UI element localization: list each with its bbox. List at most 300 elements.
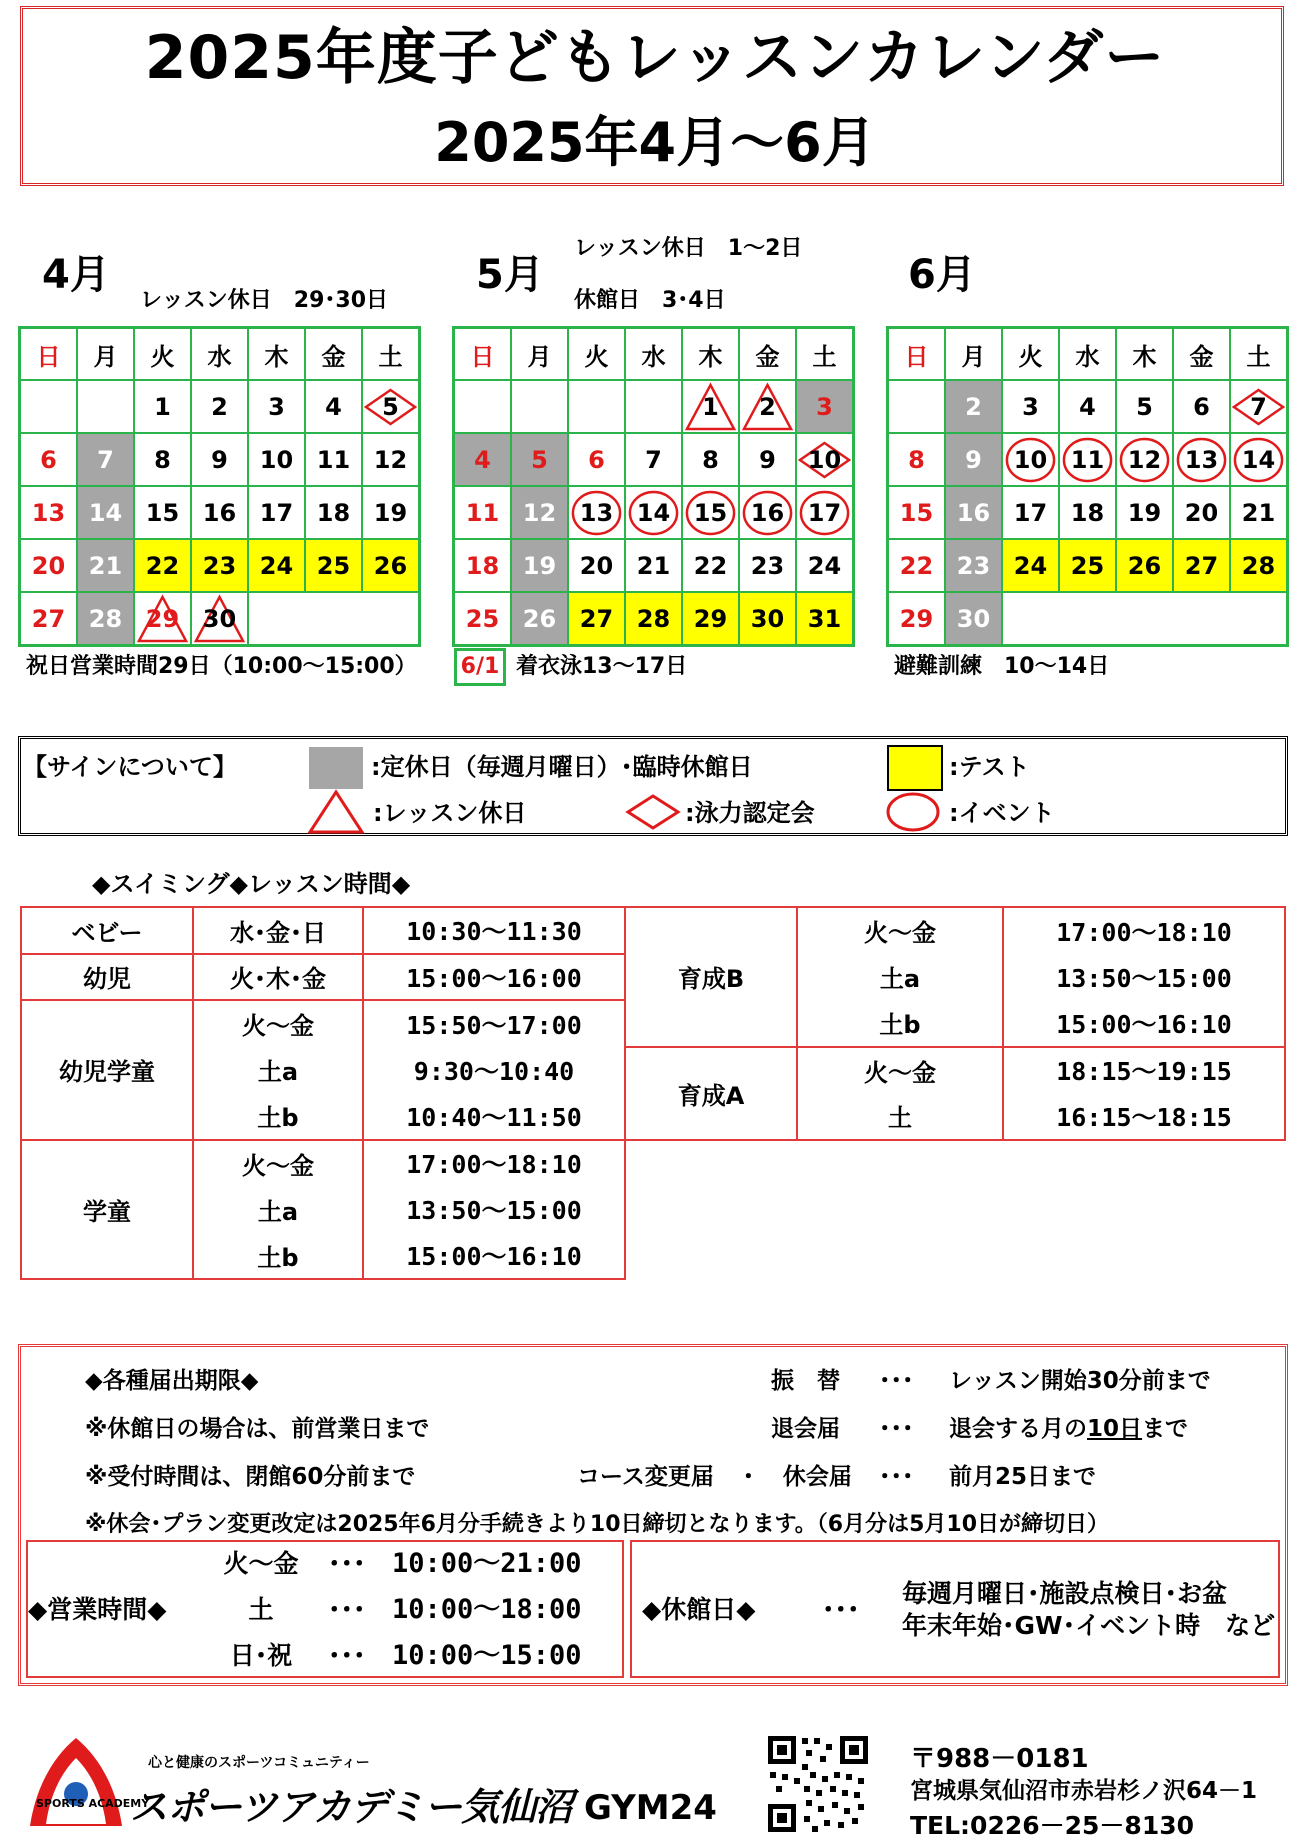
calendar-day [454,486,512,539]
day-number: 25 [1070,551,1105,580]
day-number: 6 [588,445,605,474]
hours-weekday-label: 火～金 [223,1549,299,1578]
calendar-day [134,433,191,486]
calendar-day [191,592,248,646]
calendar-day [568,592,625,646]
empty-cell [1059,592,1116,646]
calendar-day [1116,380,1173,433]
calendar-day [945,486,1002,539]
empty-cell [1230,592,1288,646]
calendar-day [682,592,739,646]
deadline-course-change-value: 前月25日まで [949,1464,1097,1490]
day-number: 21 [88,551,123,580]
class-days: 火～金 [797,907,1003,954]
calendar-day [191,380,248,433]
class-name: 育成A [625,1047,797,1140]
calendar-day [20,433,78,486]
day-number: 2 [211,392,228,421]
day-number: 6 [40,445,57,474]
calendar-day [682,380,739,433]
calendar-day [134,592,191,646]
legend-swim-test-label: :泳力認定会 [685,799,815,827]
weekday-header: 火 [134,328,191,381]
calendar-day [1116,539,1173,592]
day-number: 24 [259,551,294,580]
calendar-day [248,433,305,486]
may-next-day-cell: 6/1 [454,648,506,686]
calendar-day [305,433,362,486]
calendar-day [888,592,946,646]
weekday-header: 火 [1002,328,1059,381]
calendar-day [1230,486,1288,539]
day-number: 14 [1241,445,1276,474]
day-number: 19 [522,551,557,580]
class-time: 17:00～18:10 [363,1140,625,1187]
day-number: 26 [373,551,408,580]
calendar-day [796,380,854,433]
class-name: 幼児 [21,954,193,1001]
day-number: 15 [693,498,728,527]
empty-cell [305,592,362,646]
day-number: 14 [88,498,123,527]
sports-academy-logo [28,1736,150,1828]
calendar-day [796,539,854,592]
class-time: 13:50～15:00 [1003,954,1285,1001]
class-name: ベビー [21,907,193,954]
day-number: 22 [899,551,934,580]
gym24-label: GYM24 [584,1788,717,1828]
hours-saturday-label: 土 [248,1595,274,1624]
day-number: 19 [373,498,408,527]
page-subtitle: 2025年4月～6月 [434,111,876,174]
weekday-header: 日 [454,328,512,381]
month-april-title: 4月 [42,252,110,298]
calendar-day [362,433,420,486]
day-number: 7 [97,445,114,474]
calendar-day [20,539,78,592]
calendar-april [18,326,421,647]
day-number: 22 [145,551,180,580]
weekday-header: 木 [682,328,739,381]
calendar-day [888,539,946,592]
page-title: 2025年度子どもレッスンカレンダー [144,23,1166,93]
legend-box [18,736,1288,836]
calendar-day [134,486,191,539]
empty-cell [362,592,420,646]
calendar-day [625,539,682,592]
day-number: 30 [956,604,991,633]
calendar-day [1116,486,1173,539]
day-number: 16 [956,498,991,527]
weekday-header: 月 [77,328,134,381]
hours-saturday-time: 10:00～18:00 [392,1594,582,1625]
day-number: 5 [382,392,399,421]
day-number: 5 [1136,392,1153,421]
calendar-day [1116,433,1173,486]
empty-cell [511,380,568,433]
day-number: 27 [1184,551,1219,580]
calendar-day [20,592,78,646]
calendar-day [1002,539,1059,592]
day-number: 3 [268,392,285,421]
telephone[interactable]: TEL:0226－25－8130 [910,1811,1195,1840]
day-number: 10 [807,445,842,474]
hours-sunday-label: 日･祝 [229,1641,293,1670]
calendar-day [682,486,739,539]
day-number: 2 [965,392,982,421]
day-number: 10 [259,445,294,474]
class-days: 火～金 [193,1000,363,1047]
day-number: 27 [579,604,614,633]
hours-sunday-time: 10:00～15:00 [392,1640,582,1671]
day-number: 3 [1022,392,1039,421]
diamond-icon [625,793,681,831]
day-number: 11 [465,498,500,527]
calendar-day [796,486,854,539]
calendar-day [305,380,362,433]
calendar-day [134,539,191,592]
day-number: 12 [1127,445,1162,474]
address: 宮城県気仙沼市赤岩杉ノ沢64－1 [910,1778,1258,1804]
class-name: 学童 [21,1140,193,1280]
weekday-header: 木 [1116,328,1173,381]
day-number: 1 [154,392,171,421]
day-number: 26 [522,604,557,633]
june-evacuation-drill-note: 避難訓練 10～14日 [894,654,1110,679]
class-time: 18:15～19:15 [1003,1047,1285,1094]
calendar-day [888,486,946,539]
empty-cell [454,380,512,433]
day-number: 15 [899,498,934,527]
day-number: 18 [1070,498,1105,527]
empty-cell [1173,592,1230,646]
day-number: 17 [1013,498,1048,527]
lesson-table-left [20,906,626,1280]
day-number: 8 [908,445,925,474]
day-number: 17 [807,498,842,527]
day-number: 22 [693,551,728,580]
legend-event-label: :イベント [949,799,1055,827]
day-number: 28 [636,604,671,633]
calendar-day [625,433,682,486]
class-time: 10:40～11:50 [363,1093,625,1140]
class-name: 育成B [625,907,797,1047]
empty-cell [248,592,305,646]
class-time: 15:00～16:10 [363,1233,625,1280]
weekday-header: 月 [511,328,568,381]
class-days: 土a [193,1186,363,1233]
day-number: 4 [325,392,342,421]
class-days: 土 [797,1093,1003,1140]
deadline-note-3: ※休会･プラン変更改定は2025年6月分手続きより10日締切となります。（6月分は5月10日が締切日） [85,1512,1110,1537]
day-number: 13 [31,498,66,527]
calendar-day [191,486,248,539]
calendar-day [625,592,682,646]
month-april-note: レッスン休日 29･30日 [140,288,389,313]
calendar-day [739,486,796,539]
day-number: 3 [816,392,833,421]
calendar-day [454,592,512,646]
class-name: 幼児学童 [21,1000,193,1140]
class-days: 土b [193,1233,363,1280]
class-days: 土b [193,1093,363,1140]
legend-test-label: :テスト [949,753,1030,781]
calendar-day [134,380,191,433]
day-number: 8 [154,445,171,474]
calendar-day [739,433,796,486]
month-june-title: 6月 [908,252,976,298]
deadline-course-change-dots: ･･･ [879,1464,914,1490]
closed-days-heading: ◆休館日◆ [642,1595,756,1624]
calendar-day [511,592,568,646]
day-number: 21 [1241,498,1276,527]
day-number: 13 [579,498,614,527]
legend-yellow-swatch [887,745,943,791]
weekday-header: 土 [1230,328,1288,381]
day-number: 29 [899,604,934,633]
calendar-day [625,486,682,539]
empty-cell [20,380,78,433]
legend-closed-label: :定休日（毎週月曜日）･臨時休館日 [371,753,753,781]
weekday-header: 金 [305,328,362,381]
class-time: 13:50～15:00 [363,1186,625,1233]
weekday-header: 金 [1173,328,1230,381]
calendar-day [191,539,248,592]
calendar-day [1002,486,1059,539]
postal-code: 〒988－0181 [910,1744,1089,1774]
deadline-withdraw-value: 退会する月の10日まで [949,1416,1189,1442]
weekday-header: 土 [796,328,854,381]
hours-sunday-dots: ･･･ [328,1641,366,1670]
calendar-day [77,539,134,592]
calendar-day [945,592,1002,646]
brand-name: スポーツアカデミー気仙沼 [130,1785,573,1829]
empty-cell [77,380,134,433]
circle-icon [885,791,941,833]
day-number: 28 [1241,551,1276,580]
class-time: 16:15～18:15 [1003,1093,1285,1140]
calendar-day [305,486,362,539]
day-number: 18 [465,551,500,580]
calendar-day [248,380,305,433]
calendar-day [796,433,854,486]
day-number: 31 [807,604,842,633]
calendar-day [1059,539,1116,592]
calendar-day [248,486,305,539]
class-time: 10:30～11:30 [363,907,625,954]
calendar-day [945,433,1002,486]
hours-weekday-time: 10:00～21:00 [392,1548,582,1579]
day-number: 12 [522,498,557,527]
day-number: 25 [316,551,351,580]
day-number: 1 [702,392,719,421]
empty-cell [1116,592,1173,646]
calendar-may [452,326,855,647]
calendar-day [362,380,420,433]
closed-days-box [630,1540,1280,1678]
calendar-day [511,486,568,539]
empty-cell [888,380,946,433]
calendar-day [454,539,512,592]
hours-saturday-dots: ･･･ [328,1595,366,1624]
calendar-day [1173,539,1230,592]
class-days: 火～金 [193,1140,363,1187]
day-number: 13 [1184,445,1219,474]
day-number: 9 [965,445,982,474]
empty-cell [1002,592,1059,646]
weekday-header: 土 [362,328,420,381]
class-days: 火～金 [797,1047,1003,1094]
class-time: 9:30～10:40 [363,1047,625,1094]
day-number: 2 [759,392,776,421]
day-number: 29 [693,604,728,633]
weekday-header: 火 [568,328,625,381]
calendar-day [1230,539,1288,592]
class-days: 土a [797,954,1003,1001]
calendar-day [739,539,796,592]
day-number: 6 [1193,392,1210,421]
calendar-day [454,433,512,486]
day-number: 20 [1184,498,1219,527]
calendar-day [511,433,568,486]
may-clothed-swim-note: 着衣泳13～17日 [516,654,688,679]
closed-days-dots: ･･･ [822,1595,860,1624]
month-may-note-1: レッスン休日 1～2日 [574,236,803,261]
class-time: 15:00～16:00 [363,954,625,1001]
closed-days-line-1: 毎週月曜日･施設点検日･お盆 [902,1579,1228,1608]
month-may-note-2: 休館日 3･4日 [574,288,726,313]
weekday-header: 月 [945,328,1002,381]
calendar-day [945,539,1002,592]
day-number: 29 [145,604,180,633]
day-number: 30 [202,604,237,633]
logo-small-text: SPORTS ACADEMY [36,1797,150,1810]
weekday-header: 日 [20,328,78,381]
day-number: 23 [202,551,237,580]
day-number: 4 [474,445,491,474]
class-days: 火･木･金 [193,954,363,1001]
calendar-day [888,433,946,486]
day-number: 20 [31,551,66,580]
day-number: 15 [145,498,180,527]
day-number: 10 [1013,445,1048,474]
deadline-note-2: ※受付時間は、閉館60分前まで [85,1464,416,1490]
calendar-day [682,433,739,486]
calendar-day [739,380,796,433]
deadline-transfer-dots: ･･･ [879,1368,914,1394]
day-number: 23 [956,551,991,580]
deadline-withdraw-label: 退会届 [771,1416,840,1442]
deadline-transfer-value: レッスン開始30分前まで [949,1368,1211,1394]
calendar-day [362,539,420,592]
calendar-day [1002,433,1059,486]
day-number: 11 [1070,445,1105,474]
deadline-note-1: ※休館日の場合は、前営業日まで [85,1416,430,1442]
calendar-day [568,433,625,486]
calendar-day [77,592,134,646]
calendar-day [77,433,134,486]
calendar-day [796,592,854,646]
day-number: 14 [636,498,671,527]
weekday-header: 水 [191,328,248,381]
business-hours-heading: ◆営業時間◆ [28,1595,167,1624]
calendar-day [305,539,362,592]
weekday-header: 水 [625,328,682,381]
footer-tagline: 心と健康のスポーツコミュニティー [148,1755,370,1771]
day-number: 17 [259,498,294,527]
calendar-day [1059,486,1116,539]
calendar-day [511,539,568,592]
legend-heading: 【サインについて】 [23,753,237,781]
calendar-june [886,326,1289,647]
weekday-header: 水 [1059,328,1116,381]
calendar-day [1173,486,1230,539]
weekday-header: 日 [888,328,946,381]
deadline-transfer-label: 振 替 [771,1368,840,1394]
day-number: 9 [211,445,228,474]
weekday-header: 木 [248,328,305,381]
day-number: 26 [1127,551,1162,580]
day-number: 24 [807,551,842,580]
empty-cell [568,380,625,433]
legend-lesson-off-label: :レッスン休日 [373,799,527,827]
calendar-day [1230,380,1288,433]
title-box [20,6,1284,186]
closed-days-line-2: 年末年始･GW･イベント時 など [902,1611,1276,1640]
class-days: 土a [193,1047,363,1094]
business-hours-box [26,1540,624,1678]
calendar-day [362,486,420,539]
day-number: 7 [645,445,662,474]
day-number: 23 [750,551,785,580]
calendar-day [739,592,796,646]
day-number: 27 [31,604,66,633]
calendar-day [191,433,248,486]
day-number: 7 [1250,392,1267,421]
day-number: 16 [750,498,785,527]
hours-weekday-dots: ･･･ [328,1549,366,1578]
deadline-withdraw-dots: ･･･ [879,1416,914,1442]
lesson-times-heading: ◆スイミング◆レッスン時間◆ [92,870,411,898]
deadline-course-change-label: コース変更届 ・ 休会届 [577,1464,852,1490]
empty-cell [625,380,682,433]
day-number: 24 [1013,551,1048,580]
day-number: 9 [759,445,776,474]
triangle-icon [307,789,365,835]
calendar-day [945,380,1002,433]
day-number: 25 [465,604,500,633]
calendar-day [1230,433,1288,486]
class-days: 水･金･日 [193,907,363,954]
legend-gray-swatch [309,747,363,789]
calendar-day [568,539,625,592]
lesson-table-right [624,906,1286,1141]
qr-code-icon[interactable] [766,1734,870,1834]
april-holiday-hours-note: 祝日営業時間29日（10:00～15:00） [26,654,417,679]
day-number: 20 [579,551,614,580]
day-number: 30 [750,604,785,633]
day-number: 8 [702,445,719,474]
day-number: 21 [636,551,671,580]
day-number: 18 [316,498,351,527]
calendar-day [1059,380,1116,433]
calendar-day [20,486,78,539]
calendar-day [1173,433,1230,486]
class-time: 15:00～16:10 [1003,1000,1285,1047]
day-number: 11 [316,445,351,474]
day-number: 28 [88,604,123,633]
month-may-title: 5月 [476,252,544,298]
